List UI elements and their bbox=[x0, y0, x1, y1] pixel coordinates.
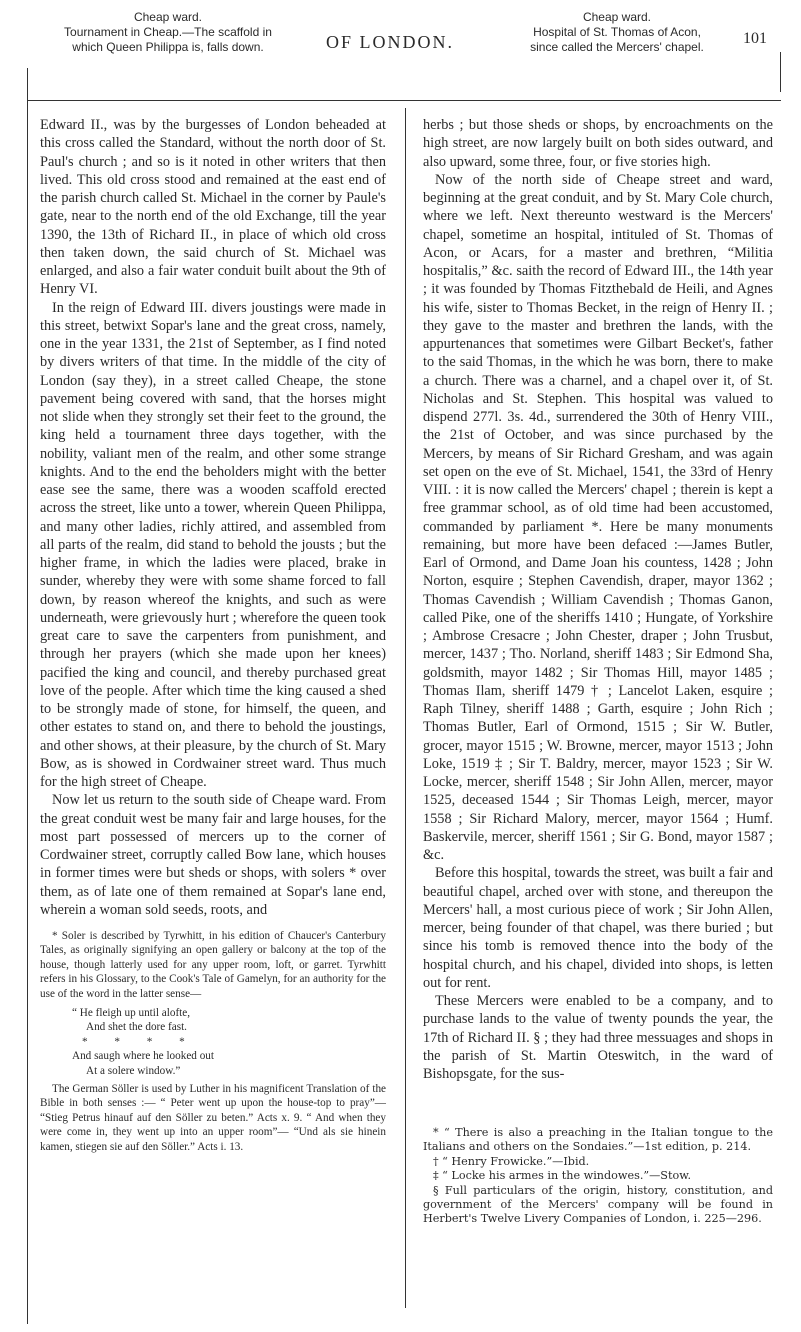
header-left-line: Tournament in Cheap.—The scaffold in bbox=[64, 25, 272, 39]
header-title: OF LONDON. bbox=[326, 32, 454, 52]
footnote: † “ Henry Frowicke.”—Ibid. bbox=[433, 1154, 590, 1168]
footnote-text: * Soler is described by Tyrwhitt, in his edition of Chaucer's Canterbury Tales, as originally signifying an open gallery or balcony at the top of the house, though latterly used for any upper room, loft, or garret. Tyrwhitt refers in his Glossary, to the Cook's Tale of Gamelyn, for an authority for the use of the word in the latter sense— bbox=[40, 930, 386, 1000]
header-left-line: which Queen Philippa is, falls down. bbox=[72, 40, 264, 54]
running-header bbox=[38, 10, 767, 100]
left-column bbox=[40, 116, 386, 1154]
body-paragraph: Now let us return to the south side of Cheape ward. From the great conduit west be many fair and large houses, for the most part possessed of mercers up to the corner of Cordwainer street, corruptly called Bow lane, which houses in former times were but sheds or shops, with solers * over them, as of late one of them remained at Sopar's lane end, wherein a woman sold seeds, roots, and bbox=[40, 792, 386, 918]
column-divider bbox=[405, 108, 406, 1308]
header-rule bbox=[27, 100, 781, 101]
footnote: * “ There is also a preaching in the Italian tongue to the Italians and others on the Sondaies.”—1st edition, p. 214. bbox=[423, 1126, 773, 1154]
footnote-text: The German Söller is used by Luther in his magnificent Translation of the Bible in both senses :— “ Peter went up upon the house-top to pray”— “Stieg Petrus hinauf auf den Söller zu beten.” Acts x. 9. “ And when they were come in, they went up into an upper room”— “Und als sie hinein kamen, stiegen sie auf den Söller.” Acts i. 13. bbox=[40, 1083, 386, 1153]
left-border-line bbox=[27, 68, 28, 1324]
verse-ellipsis: * * * * bbox=[82, 1035, 197, 1048]
footnote: ‡ “ Locke his armes in the windowes.”—Stow. bbox=[433, 1169, 692, 1183]
right-column bbox=[423, 116, 773, 1083]
verse-line: “ He fleigh up until alofte, bbox=[72, 1007, 191, 1020]
header-right-line: Cheap ward. bbox=[582, 10, 652, 24]
verse-line: At a solere window.” bbox=[86, 1064, 181, 1077]
header-left bbox=[38, 10, 298, 55]
footnote: § Full particulars of the origin, history, constitution, and government of the Mercers' company will be found in Herbert's Twelve Livery Companies of London, i. 225—296. bbox=[423, 1183, 773, 1226]
left-footnote bbox=[40, 929, 386, 1154]
body-paragraph: Now of the north side of Cheape street and ward, beginning at the great conduit, and by St. Mary Cole church, where we left. Next thereunto westward is the Mercers' chapel, sometime an hospital, intituled of St. Thomas of Acon, or Acars, for a master and brethren, “Militia hospitalis,” &c. saith the record of Edward III., the 14th year ; it was founded by Thomas Fitzthebald de Heili, and Agnes his wife, sister to Thomas Becket, in the reign of Henry II. ; they gave to the master and brethren the lands, with the appurtenances that sometimes were Gilbart Becket's, father to the said Thomas, in the which he was born, there to make a church. There was a charnel, and a chapel over it, of St. Nicholas and St. Stephen. This hospital was valued to dispend 277l. 3s. 4d., surrendered the 30th of Henry VIII., the 21st of October, and was since purchased by the Mercers, by means of Sir Richard Gresham, and was again set open on the eve of St. Michael, 1541, the 33rd of Henry VIII. : it is now called the Mercers' chapel ; therein is kept a free grammar school, as of old time had been accustomed, commanded by parliament *. Here be many monuments remaining, but more have been defaced :—James Butler, Earl of Ormond, and Dame Joan his countess, 1428 ; John Norton, esquire ; Stephen Cavendish, draper, mayor 1362 ; Thomas Cavendish ; William Cavendish ; Thomas Ganon, called Pike, one of the sheriffs 1410 ; Hungate, of Yorkshire ; Ambrose Cresacre ; John Chester, draper ; John Trusbut, mercer, 1437 ; Tho. Norland, sheriff 1483 ; Sir Edmond Sha, goldsmith, mayor 1482 ; Sir Thomas Hill, mayor 1485 ; Thomas Ilam, sheriff 1479 † ; Lancelot Laken, esquire ; Raph Tilney, sheriff 1488 ; Garth, esquire ; John Rich ; Thomas Butler, Earl of Ormond, 1515 ; Sir W. Butler, grocer, mayor 1515 ; W. Browne, mercer, mayor 1513 ; John Loke, 1519 ‡ ; Sir T. Baldry, mercer, mayor 1523 ; Sir W. Locke, mercer, sheriff 1548 ; Sir John Allen, mercer, mayor 1525, deceased 1544 ; Sir Thomas Leigh, mercer, mayor 1558 ; Sir Richard Malory, mercer, mayor 1564 ; Humf. Baskervile, mercer, sheriff 1561 ; Sir G. Bond, mayor 1587 ; &c. bbox=[423, 171, 773, 863]
body-paragraph: Edward II., was by the burgesses of London beheaded at this cross called the Standard, without the north door of St. Paul's church ; and so is it noted in other writers that then lived. This old cross stood and remained at the east end of the parish church called St. Michael in the corner by Paule's gate, near to the north end of the old Exchange, till the year 1390, the 13th of Richard II., in place of which old cross then taken down, the said church of St. Michael was enlarged, and also a fair water conduit built about the 9th of Henry VI. bbox=[40, 117, 386, 298]
header-right bbox=[493, 10, 741, 55]
verse-line: And saugh where he looked out bbox=[72, 1050, 214, 1063]
right-border-line bbox=[780, 52, 781, 92]
verse-line: And shet the dore fast. bbox=[86, 1021, 187, 1034]
header-right-line: Hospital of St. Thomas of Acon, bbox=[533, 25, 701, 39]
header-right-line: since called the Mercers' chapel. bbox=[530, 40, 704, 54]
footnote-verse bbox=[40, 1006, 386, 1078]
header-left-line: Cheap ward. bbox=[133, 10, 203, 24]
body-paragraph: These Mercers were enabled to be a company, and to purchase lands to the value of twenty pounds the year, the 17th of Richard II. § ; they had three messuages and shops in the parish of St. Martin Oteswitch, in the ward of Bishopsgate, for the sus- bbox=[423, 993, 773, 1082]
body-paragraph: In the reign of Edward III. divers joustings were made in this street, betwixt Sopar's lane and the great cross, namely, one in the year 1331, the 21st of September, as I find noted by divers writers of that time. In the middle of the city of London (say they), in a street called Cheape, the stone pavement being covered with sand, that the horses might not slide when they strongly set their feet to the ground, the king held a tournament three days together, with the nobility, valiant men of the realm, and other some strange knights. And to the end the beholders might with the better ease see the same, there was a wooden scaffold erected across the street, like unto a tower, wherein Queen Philippa, and many other ladies, richly attired, and assembled from all parts of the realm, did stand to behold the jousts ; but the higher frame, in which the ladies were placed, brake in sunder, whereby they were with some shame forced to fall down, by reason whereof the knights, and such as were underneath, were grievously hurt ; wherefore the queen took great care to save the carpenters from punishment, and through her prayers (which she made upon her knees) pacified the king and council, and thereby purchased great love of the people. After which time the king caused a shed to be strongly made of stone, for himself, the queen, and other estates to stand on, and there to behold the joustings, and other shows, at their pleasure, by the church of St. Mary Bow, as is showed in Cordwainer street ward. Thus much for the high street of Cheape. bbox=[40, 299, 386, 790]
page-number: 101 bbox=[743, 30, 767, 47]
body-paragraph: herbs ; but those sheds or shops, by encroachments on the high street, are now largely built on both sides outward, and also upward, some three, four, or five stories high. bbox=[423, 117, 773, 170]
right-footnotes bbox=[423, 1126, 773, 1227]
body-paragraph: Before this hospital, towards the street, was built a fair and beautiful chapel, arched over with stone, and thereupon the Mercers' hall, a most curious piece of work ; Sir John Allen, mercer, being founder of that chapel, was there buried ; but since his tomb is removed thence into the body of the hospital church, and his chapel, divided into shops, is letten out for rent. bbox=[423, 865, 773, 991]
